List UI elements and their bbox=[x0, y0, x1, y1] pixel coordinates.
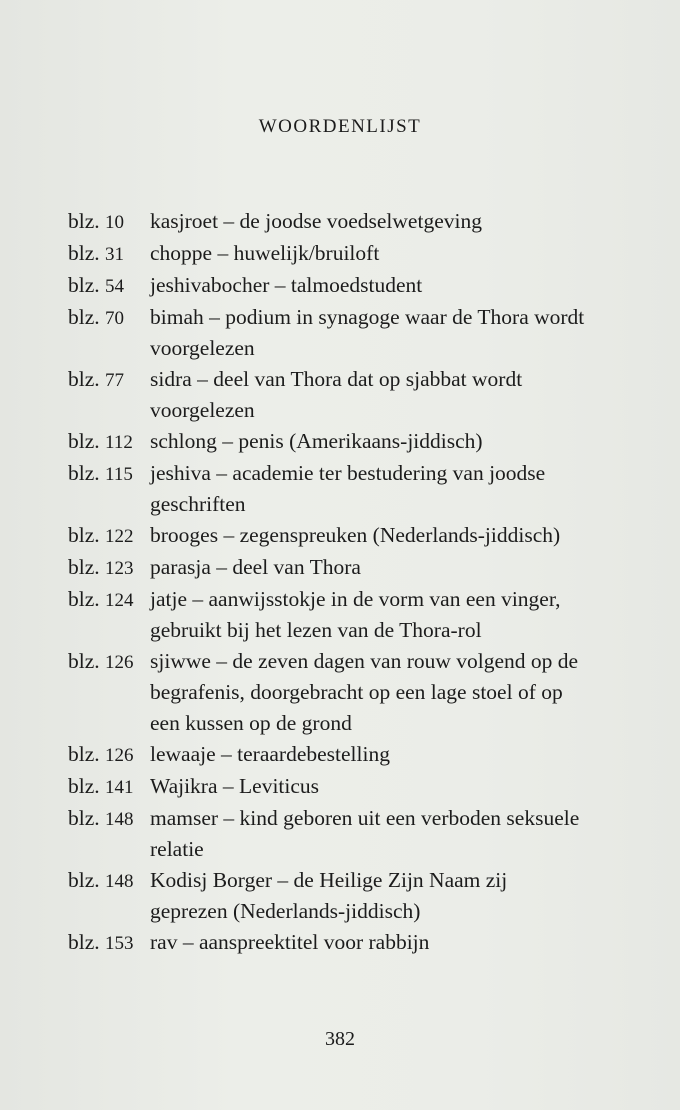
entry-text: Wajikra – Leviticus bbox=[150, 774, 320, 798]
entry-page-ref: 124 bbox=[105, 590, 134, 611]
entry-prefix: blz. bbox=[68, 587, 100, 611]
entry-prefix: blz. bbox=[68, 649, 100, 673]
glossary-entry bbox=[68, 520, 628, 552]
entry-prefix: blz. bbox=[68, 774, 100, 798]
glossary-entry bbox=[68, 739, 628, 771]
entry-text: choppe – huwelijk/bruiloft bbox=[150, 241, 380, 265]
entry-prefix: blz. bbox=[68, 273, 100, 297]
glossary-entry bbox=[68, 426, 628, 458]
entry-text: sjiwwe – de zeven dagen van rouw volgend op de begrafenis, doorgebracht op een lage stoel of op een kussen op de grond bbox=[150, 649, 579, 735]
entry-text: kasjroet – de joodse voedselwetgeving bbox=[150, 209, 482, 233]
entry-page-ref: 148 bbox=[105, 871, 134, 892]
glossary-entry bbox=[68, 646, 628, 739]
glossary-entry bbox=[68, 803, 628, 865]
entry-page-ref: 112 bbox=[105, 432, 133, 453]
entry-prefix: blz. bbox=[68, 429, 100, 453]
entry-text: Kodisj Borger – de Heilige Zijn Naam zij geprezen (Nederlands-jiddisch) bbox=[150, 868, 508, 923]
entry-page-ref: 126 bbox=[105, 652, 134, 673]
entry-page-ref: 148 bbox=[105, 809, 134, 830]
entry-text: bimah – podium in synagoge waar de Thora wordt voorgelezen bbox=[150, 305, 585, 360]
glossary-entry bbox=[68, 270, 628, 302]
glossary-entry bbox=[68, 302, 628, 364]
entry-prefix: blz. bbox=[68, 930, 100, 954]
entry-page-ref: 31 bbox=[105, 244, 125, 265]
entry-page-ref: 122 bbox=[105, 526, 134, 547]
page-number: 382 bbox=[325, 1028, 355, 1050]
entry-page-ref: 77 bbox=[105, 370, 125, 391]
glossary-entry bbox=[68, 927, 628, 959]
entry-page-ref: 54 bbox=[105, 276, 125, 297]
glossary-entry bbox=[68, 584, 628, 646]
entry-text: lewaaje – teraardebestelling bbox=[150, 742, 390, 766]
entry-text: jeshiva – academie ter bestudering van joodse geschriften bbox=[150, 461, 546, 516]
glossary-entry bbox=[68, 458, 628, 520]
entry-prefix: blz. bbox=[68, 868, 100, 892]
entry-prefix: blz. bbox=[68, 523, 100, 547]
entry-page-ref: 115 bbox=[105, 464, 133, 485]
entry-text: rav – aanspreektitel voor rabbijn bbox=[150, 930, 430, 954]
glossary-entry bbox=[68, 552, 628, 584]
entry-page-ref: 123 bbox=[105, 558, 134, 579]
entry-prefix: blz. bbox=[68, 367, 100, 391]
entry-prefix: blz. bbox=[68, 461, 100, 485]
entry-text: sidra – deel van Thora dat op sjabbat wordt voorgelezen bbox=[150, 367, 523, 422]
entry-text: brooges – zegenspreuken (Nederlands-jiddisch) bbox=[150, 523, 561, 547]
entry-prefix: blz. bbox=[68, 806, 100, 830]
glossary-entry bbox=[68, 771, 628, 803]
entry-prefix: blz. bbox=[68, 742, 100, 766]
glossary-entry bbox=[68, 206, 628, 238]
page-title: WOORDENLIJST bbox=[258, 116, 422, 137]
entry-prefix: blz. bbox=[68, 241, 100, 265]
entry-text: jatje – aanwijsstokje in de vorm van een vinger, gebruikt bij het lezen van de Thora-rol bbox=[150, 587, 561, 642]
entry-page-ref: 70 bbox=[105, 308, 125, 329]
entry-page-ref: 141 bbox=[105, 777, 134, 798]
entry-prefix: blz. bbox=[68, 209, 100, 233]
entry-text: mamser – kind geboren uit een verboden seksuele relatie bbox=[150, 806, 580, 861]
entry-page-ref: 126 bbox=[105, 745, 134, 766]
entry-page-ref: 153 bbox=[105, 933, 134, 954]
entry-prefix: blz. bbox=[68, 305, 100, 329]
entry-text: schlong – penis (Amerikaans-jiddisch) bbox=[150, 429, 483, 453]
entry-text: jeshivabocher – talmoedstudent bbox=[150, 273, 423, 297]
glossary-list bbox=[68, 206, 628, 959]
glossary-entry bbox=[68, 364, 628, 426]
entry-page-ref: 10 bbox=[105, 212, 125, 233]
glossary-entry bbox=[68, 865, 628, 927]
entry-prefix: blz. bbox=[68, 555, 100, 579]
glossary-entry bbox=[68, 238, 628, 270]
entry-text: parasja – deel van Thora bbox=[150, 555, 361, 579]
